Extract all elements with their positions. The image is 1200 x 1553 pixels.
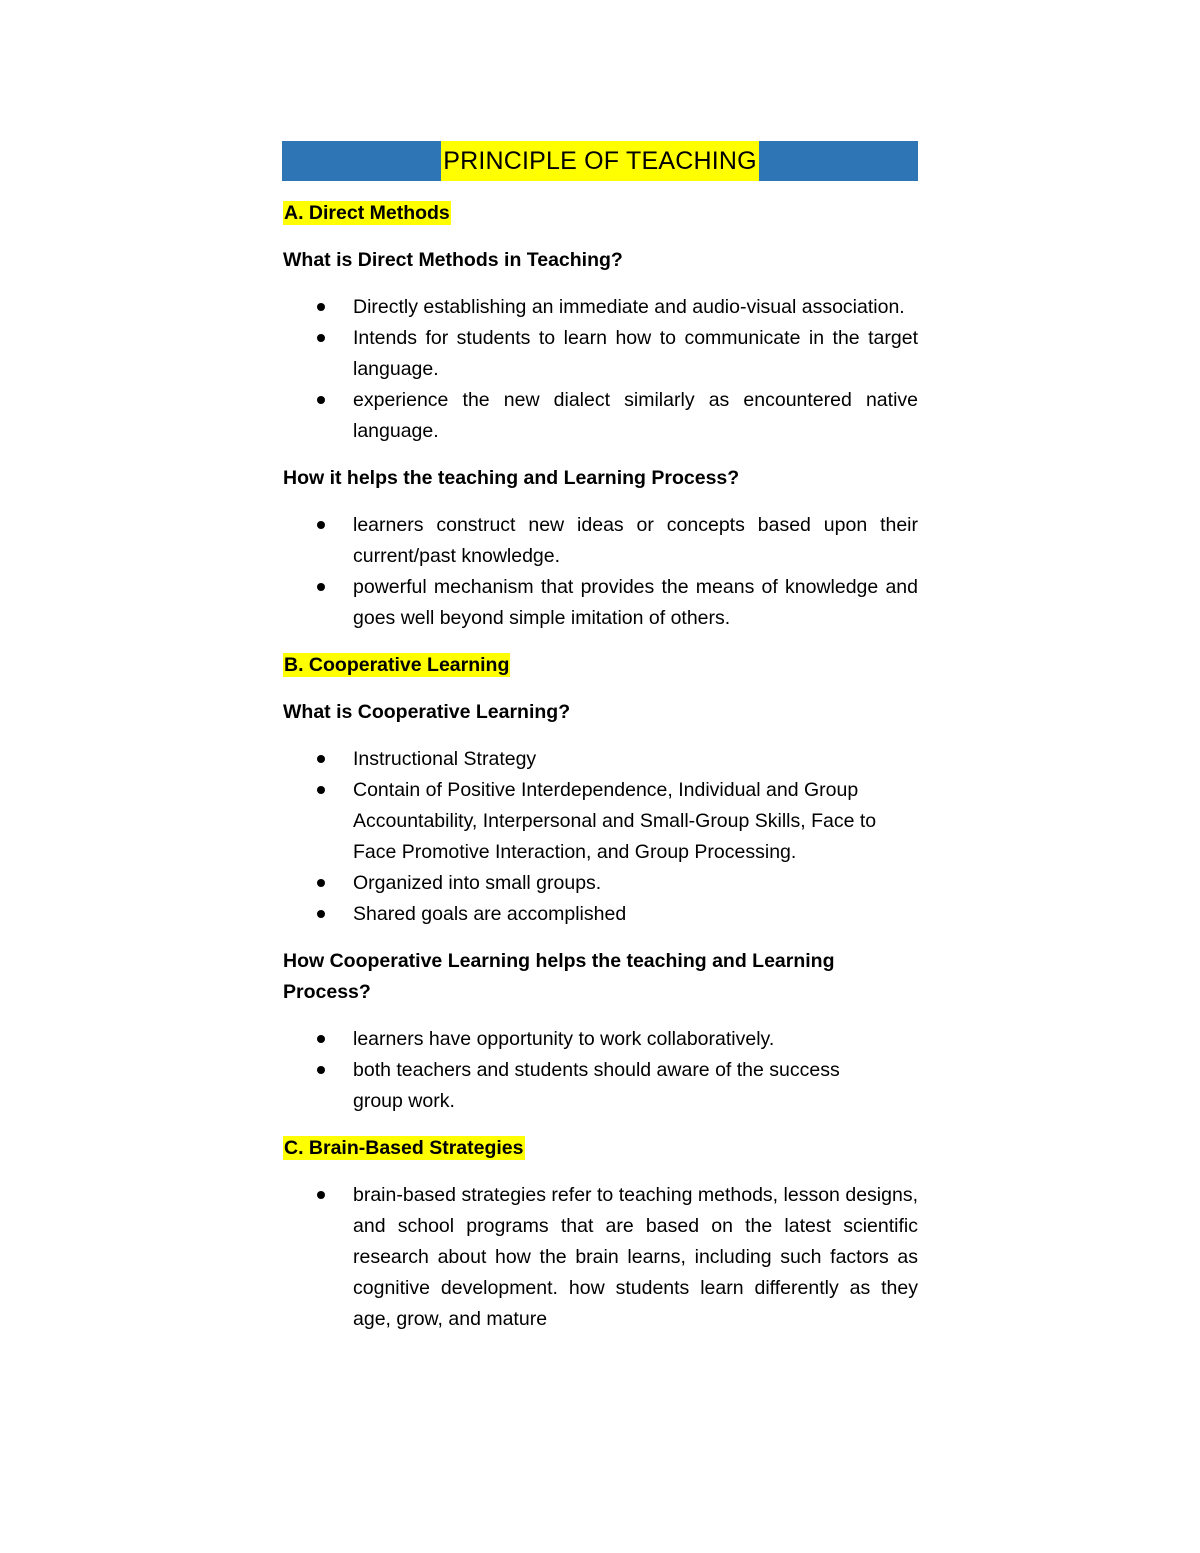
list-item: Contain of Positive Interdependence, Individual and Group Accountability, Interpersonal and Small-Group Skills, Face to Face Promotive Interaction, and Group Processing.: [283, 775, 918, 868]
list-item: experience the new dialect similarly as encountered native language.: [283, 385, 918, 447]
section-b-list-2: [283, 1024, 918, 1117]
section-c-heading: C. Brain-Based Strategies: [284, 1137, 524, 1159]
list-item: brain-based strategies refer to teaching methods, lesson designs, and school programs that are based on the latest scientific research about how the brain learns, including such factors as cognitive development. how students learn differently as they age, grow, and mature: [283, 1180, 918, 1335]
section-c-list-1: [283, 1180, 918, 1335]
section-b-question-1: What is Cooperative Learning?: [283, 701, 571, 723]
list-item: powerful mechanism that provides the means of knowledge and goes well beyond simple imitation of others.: [283, 572, 918, 634]
list-item: learners have opportunity to work collaboratively.: [283, 1024, 918, 1055]
list-item: learners construct new ideas or concepts based upon their current/past knowledge.: [283, 510, 918, 572]
section-a-list-1: [283, 292, 918, 447]
section-a-question-2: How it helps the teaching and Learning Process?: [283, 467, 740, 489]
list-item: Shared goals are accomplished: [283, 899, 918, 930]
list-item: both teachers and students should aware of the success group work.: [283, 1055, 918, 1117]
section-b-list-1: [283, 744, 918, 930]
list-item: Intends for students to learn how to communicate in the target language.: [283, 323, 918, 385]
list-item: Instructional Strategy: [283, 744, 918, 775]
document-body: [283, 198, 918, 1351]
list-item: Directly establishing an immediate and audio-visual association.: [283, 292, 918, 323]
section-b-heading: B. Cooperative Learning: [284, 654, 510, 676]
list-item: Organized into small groups.: [283, 868, 918, 899]
section-a-heading: A. Direct Methods: [284, 202, 450, 224]
section-a-question-1: What is Direct Methods in Teaching?: [283, 249, 623, 271]
section-b-question-2: How Cooperative Learning helps the teaching and Learning Process?: [283, 950, 835, 1003]
title-banner: [282, 141, 918, 181]
page-title: PRINCIPLE OF TEACHING: [441, 141, 759, 181]
section-a-list-2: [283, 510, 918, 634]
